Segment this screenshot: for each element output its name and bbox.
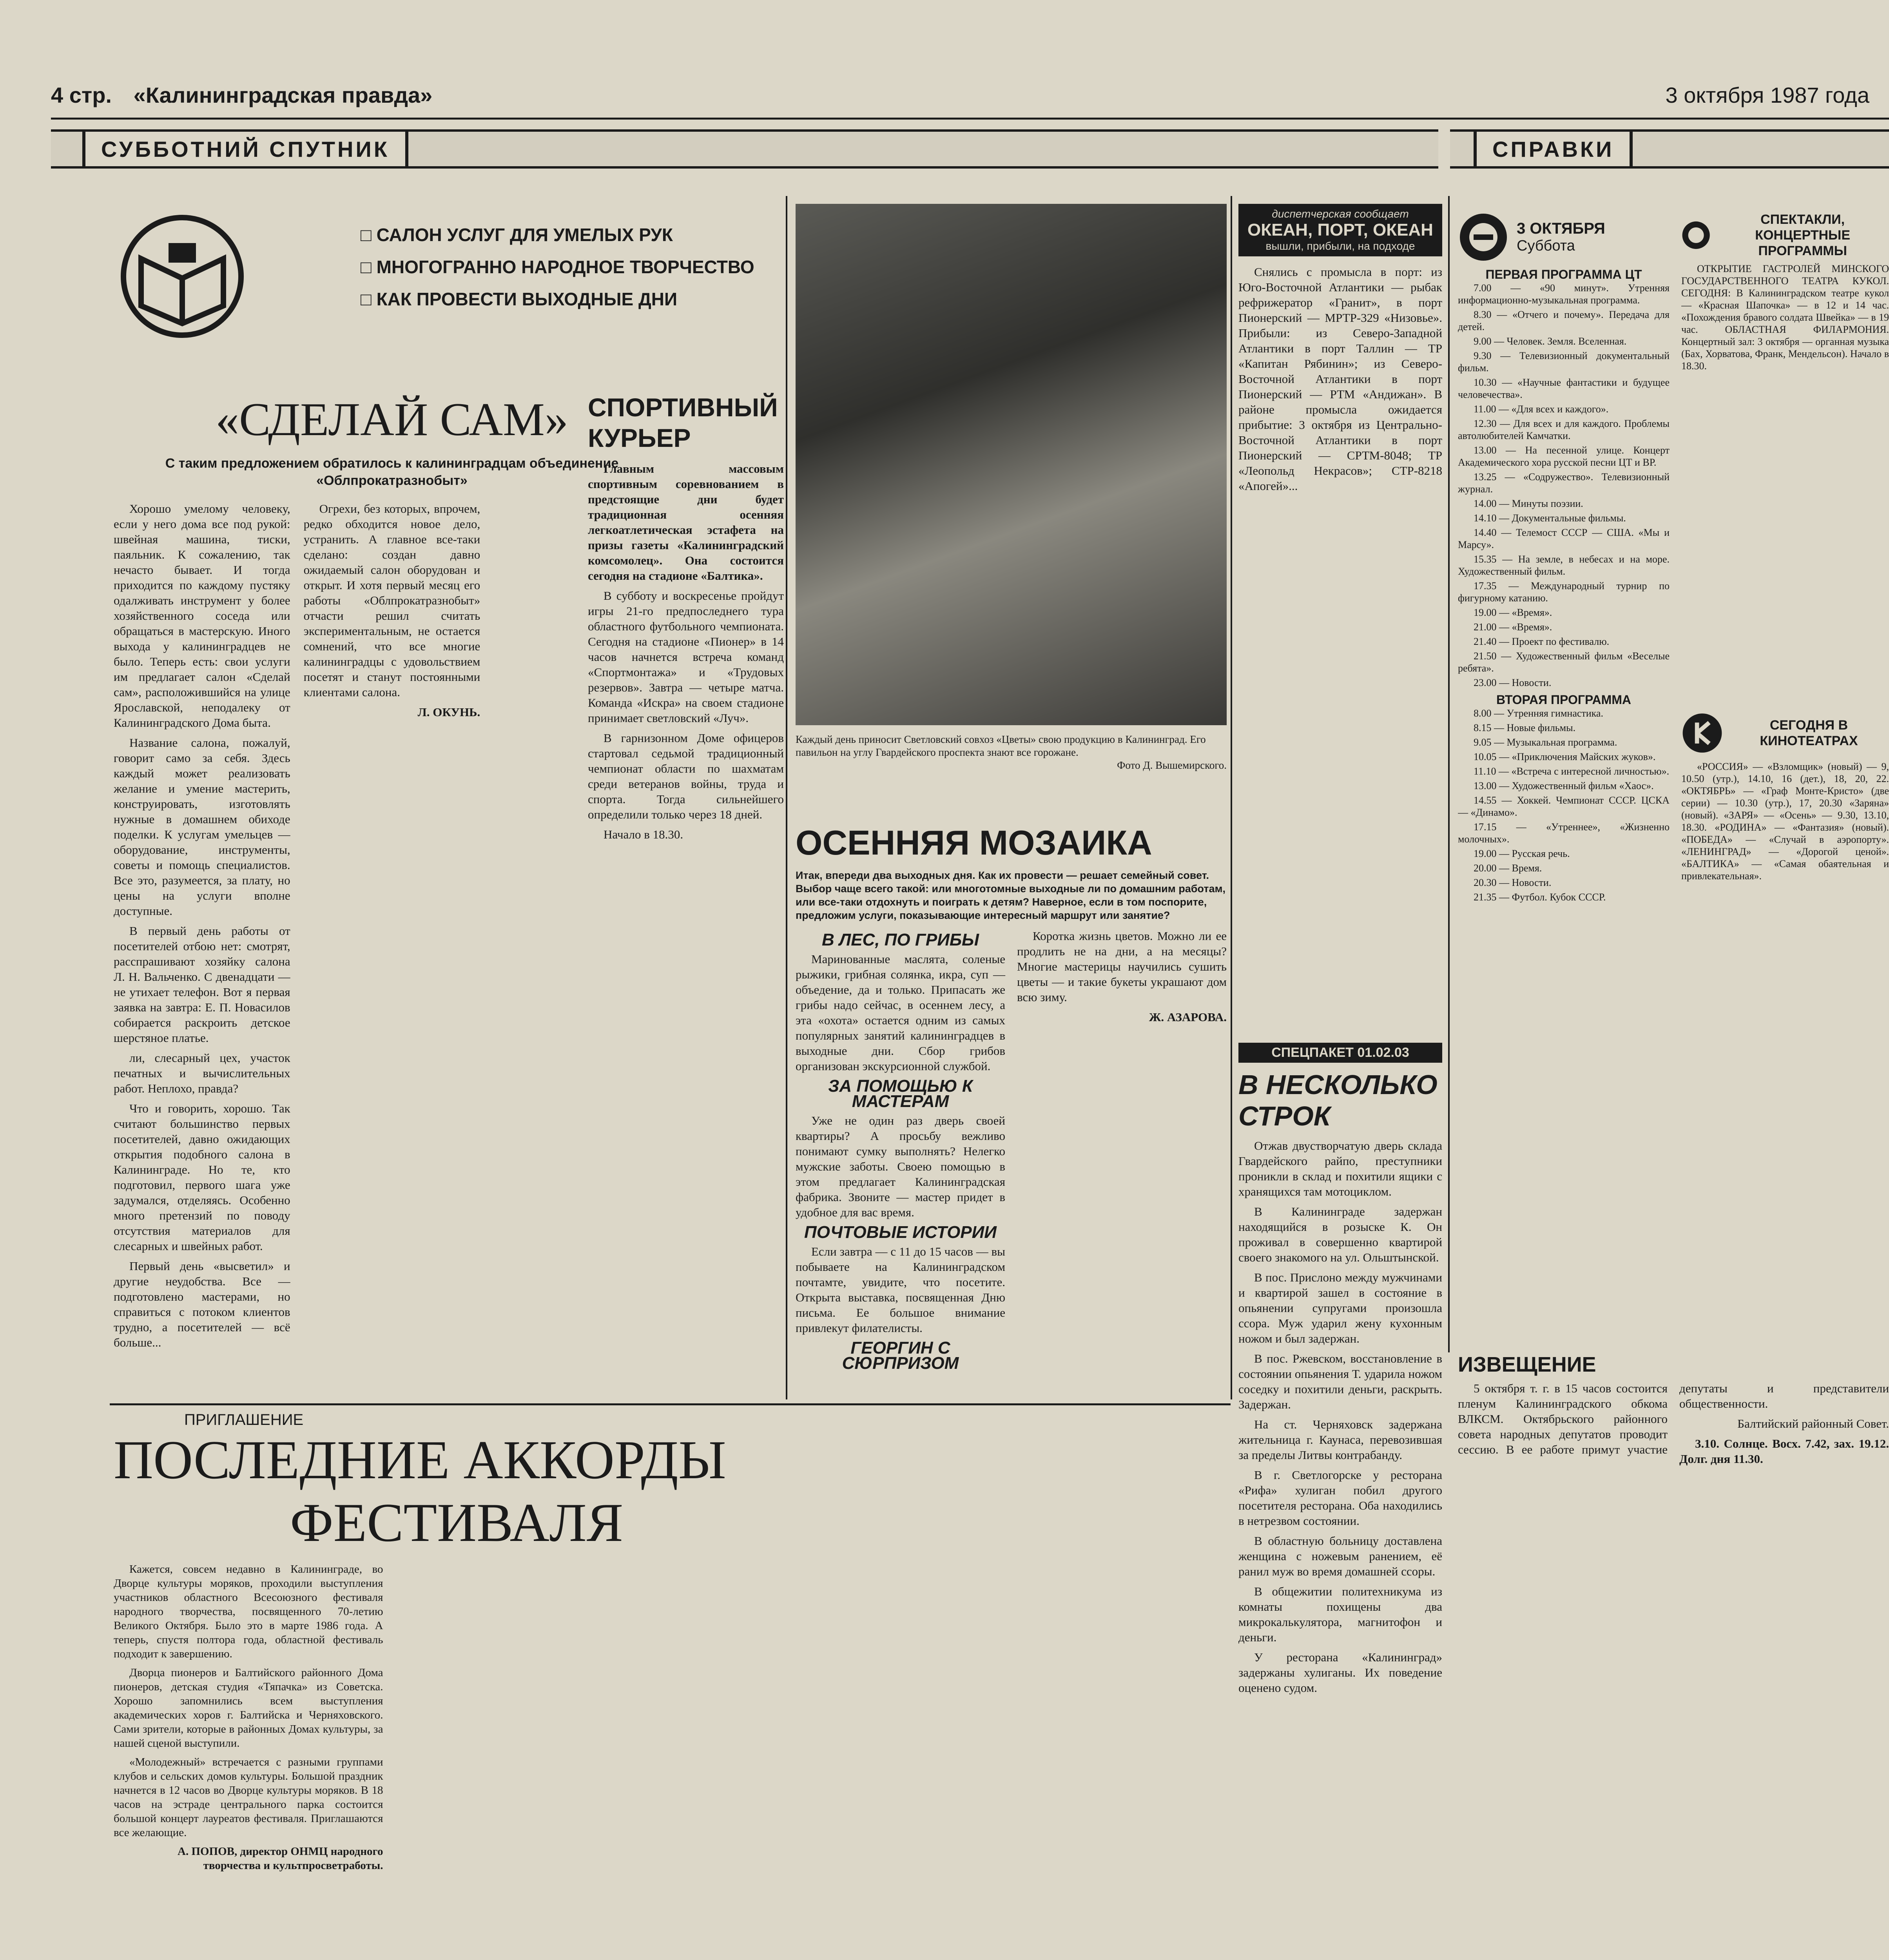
column-divider <box>1448 196 1450 1352</box>
brief-item: В Калининграде задержан находящийся в розыске К. Он проживал в совершенно квартирой своего знакомого на ул. Ольштынской. <box>1238 1205 1442 1264</box>
menu-item: □ САЛОН УСЛУГ ДЛЯ УМЕЛЫХ РУК <box>361 223 764 246</box>
column-divider <box>786 196 787 1399</box>
cinema-text: «РОССИЯ» — «Взломщик» (новый) — 9, 10.50 (утр.), 14.10, 16 (дет.), 18, 20, 22. «ОКТЯБРЬ» — «Граф Монте-Кристо» (две серии) — 10.30 (утр.), 17, 20.30 «Заряна» (новый). «ЗАРЯ» — «Осень» — 9.30, 13.10, 18.30. «РОДИНА» — «Фантазия» (новый). «ПОБЕДА» — «Случай в аэропорту». «ЛЕНИНГРАД» — «Дорогой ценой». «БАЛТИКА» — «Самая обаятельная и привлекательная». <box>1681 761 1889 882</box>
paragraph: Хорошо умелому человеку, если у него дома все под рукой: швейная машина, тиски, паяльник. К сожалению, так нечасто бывает. И тогда приходится по каждому пустяку одалживать инструмент у более хозяйственного соседа или обращаться в мастерскую. Иного выхода у калининградцев не было. Теперь есть: свои услуги им предлагает салон «Сделай сам», расположившийся на улице Ярославской, неподалеку от Калининградского Дома быта. <box>114 502 290 730</box>
photo-credit: Фото Д. Вышемирского. <box>1117 759 1227 771</box>
tv-entry: 8.30 — «Отчего и почему». Передача для детей. <box>1458 309 1670 332</box>
tv-entry: 15.35 — На земле, в небесах и на море. Художественный фильм. <box>1458 554 1670 577</box>
tv-entry: 21.50 — Художественный фильм «Веселые ребята». <box>1458 650 1670 674</box>
cinema-logo-icon <box>1681 710 1723 757</box>
book-emblem-icon <box>118 212 247 341</box>
paragraph: Огрехи, без которых, впрочем, редко обходится новое дело, устранить. А главное все-таки сделано: создан давно ожидаемый салон оборудован и открыт. И хотя первый месяц его работы «Облпрокатразнобыт» отчасти решил считать экспериментальным, не остается сомнений, что все многие калининградцы с удовольствием посетят и станут постоянными клиентами салона. <box>303 502 480 699</box>
section-band-saturday <box>51 129 1438 169</box>
paper-name: «Калининградская правда» <box>133 83 433 107</box>
section-title: СУББОТНИЙ СПУТНИК <box>82 132 408 166</box>
paragraph: В субботу и воскресенье пройдут игры 21-го предпоследнего тура областного футбольного чемпионата. Сегодня на стадионе «Пионер» в 14 часов начнется встреча команд «Спортмонтажа» и «Трудовых резервов». Завтра — четыре матча. Команда «Искра» на своем стадионе принимает светловский «Луч». <box>588 589 784 725</box>
paragraph: Главным массовым спортивным соревнованием в предстоящие дни будет традиционная осенняя легкоатлетическая эстафета на призы газеты «Калининградский комсомолец». Она состоится сегодня на стадионе «Балтика». <box>588 462 784 583</box>
tv-schedule <box>1458 212 1670 1348</box>
tv-entry: 8.00 — Утренняя гимнастика. <box>1474 708 1603 719</box>
menu-item: □ КАК ПРОВЕСТИ ВЫХОДНЫЕ ДНИ <box>361 288 764 310</box>
page-header <box>51 82 1869 118</box>
article-title: «СДЕЛАЙ САМ» <box>216 393 568 445</box>
tv-entry: 14.10 — Документальные фильмы. <box>1474 512 1626 524</box>
subhead: В ЛЕС, ПО ГРИБЫ <box>821 930 979 949</box>
page-number: 4 стр. <box>51 83 112 107</box>
tv-entry: 23.00 — Новости. <box>1474 677 1552 688</box>
ocean-dispatch <box>1238 204 1442 1047</box>
mosaic-title: ОСЕННЯЯ МОЗАИКА <box>796 823 1152 862</box>
sports-title: СПОРТИВНЫЙ КУРЬЕР <box>588 393 778 452</box>
tv-entry: 7.00 — «90 минут». Утренняя информационно-музыкальная программа. <box>1458 282 1670 306</box>
tv-entry: 19.00 — «Время». <box>1474 607 1552 618</box>
issue-date: 3 октября 1987 года <box>1665 83 1869 107</box>
tv-entry: 11.00 — «Для всех и каждого». <box>1474 403 1609 415</box>
brief-item: У ресторана «Калининград» задержаны хулиганы. Их поведение оценено судом. <box>1238 1650 1442 1695</box>
tv-entry: 10.30 — «Научные фантастики и будущее человечества». <box>1458 377 1670 400</box>
brief-item: В г. Светлогорске у ресторана «Рифа» хулиган побил другого посетителя ресторана. Оба находились в нетрезвом состоянии. <box>1238 1468 1442 1528</box>
tv-entry: 21.00 — «Время». <box>1474 621 1552 633</box>
ocean-title: ОКЕАН, ПОРТ, ОКЕАН <box>1247 220 1433 240</box>
briefs-kicker: СПЕЦПАКЕТ 01.02.03 <box>1238 1043 1442 1063</box>
tv-entry: 20.30 — Новости. <box>1474 877 1552 888</box>
paragraph: Уже не один раз дверь своей квартиры? А просьбу вежливо понимают сумку выполнять? Нелегко мужские заботы. Своею помощью в этом предлагает Калининградская фабрика. Звоните — мастер придет в удобное для вас время. <box>796 1114 1005 1219</box>
tv-entry: 13.00 — Художественный фильм «Хаос». <box>1474 780 1654 791</box>
photo-caption: Каждый день приносит Светловский совхоз «Цветы» свою продукцию в Калининград. Его павильон на углу Гвардейского проспекта знают все горожане. Фото Д. Вышемирского. <box>796 733 1227 771</box>
news-photo <box>796 204 1227 725</box>
signature: А. ПОПОВ, директор ОНМЦ народного творчества и культпросветработы. <box>178 1845 383 1872</box>
paragraph: В первый день работы от посетителей отбою нет: смотрят, расспрашивают хозяйку салона Л. Н. Вальченко. С двенадцати — не утихает телефон. Вот я первая заявка на завтра: Е. П. Новасилов собирается раскроить детское шерстяное платье. <box>114 924 290 1045</box>
tv-logo-icon <box>1458 212 1509 263</box>
sports-courier <box>588 392 784 1396</box>
program-heading: ВТОРАЯ ПРОГРАММА <box>1496 693 1632 707</box>
tv-entry: 10.05 — «Приключения Майских жуков». <box>1474 751 1656 762</box>
theatre-text: ОТКРЫТИЕ ГАСТРОЛЕЙ МИНСКОГО ГОСУДАРСТВЕННОГО ТЕАТРА КУКОЛ. СЕГОДНЯ: В Калининградском театре кукол — «Красная Шапочка» — в 12 и 14 час. «Похождения бравого солдата Швейка» — в 19 час. ОБЛАСТНАЯ ФИЛАРМОНИЯ. Концертный зал: 3 октября — органная музыка (Бах, Хорватова, Франк, Мендельсон). Начало в 18.30. <box>1681 263 1889 372</box>
brief-item: В пос. Прислоно между мужчинами и квартирой зашел в состояние в опьянении супругами произошла ссора. Муж ударил жену кухонным ножом и был задержан. <box>1238 1270 1442 1345</box>
paragraph: Начало в 18.30. <box>604 828 683 841</box>
mosaic-lead: Итак, впереди два выходных дня. Как их провести — решает семейный совет. Выбор чаще всего такой: или многотомные выходные ли по домашним работам, или все-таки отдохнуть и поиграть к детям? Наверное, если в том поспорите, предложим услуги, показывающие интересный маршрут или занятие? <box>796 869 1225 921</box>
tv-entry: 21.40 — Проект по фестивалю. <box>1474 636 1610 647</box>
paragraph: Снялись с промысла в порт: из Юго-Восточной Атлантики — рыбак рефрижератор «Гранит», в порт Пионерский — МРТР-329 «Низовье». Прибыли: из Северо-Западной Атлантики в порт Таллин — ТР «Капитан Рябинин»; из Северо-Восточной Атлантики в порт Пионерский — РТМ «Андижан». В районе промысла ожидается прибытие: 3 октября из Центрально-Восточной Атлантики в порт Пионерский — СРТМ-8048; ТР «Леопольд Некрасов»; СТР-8218 «Апогей»... <box>1238 265 1442 493</box>
theatre-logo-icon <box>1681 212 1711 259</box>
tv-entry: 8.15 — Новые фильмы. <box>1474 722 1576 733</box>
article-lead: С таким предложением обратилось к калининградцам объединение «Облпрокатразнобыт» <box>165 456 619 488</box>
notice-signature: Балтийский районный Совет. <box>1737 1417 1889 1430</box>
briefs-title: В НЕСКОЛЬКО СТРОК <box>1238 1069 1438 1131</box>
tv-entry: 11.10 — «Встреча с интересной личностью». <box>1474 766 1670 777</box>
tv-entry: 9.30 — Телевизионный документальный фильм. <box>1458 350 1670 374</box>
notice-heading: ИЗВЕЩЕНИЕ <box>1458 1353 1596 1376</box>
paragraph: Название салона, пожалуй, говорит само за себя. Здесь каждый может реализовать желание и умение мастерить, конструировать, изготовлять нужные в домашнем обиходе поделки. К услугам умельцев — оборудование, инструменты, советы и помощь специалистов. Все это, разумеется, за плату, но цены на услуги вполне доступные. <box>114 736 290 918</box>
festival-article <box>114 1411 1227 1960</box>
header-rule <box>51 118 1889 120</box>
subhead: ПОЧТОВЫЕ ИСТОРИИ <box>804 1223 997 1242</box>
notice-block <box>1458 1352 1889 1725</box>
tv-entry: 9.05 — Музыкальная программа. <box>1474 737 1617 748</box>
cinema-heading: СЕГОДНЯ В КИНОТЕАТРАХ <box>1760 718 1858 748</box>
section-band-info <box>1450 129 1889 169</box>
section-title-info: СПРАВКИ <box>1474 132 1633 166</box>
signature: Л. ОКУНЬ. <box>417 705 480 719</box>
feature-menu-box <box>118 204 764 376</box>
tv-entry: 9.00 — Человек. Земля. Вселенная. <box>1474 336 1627 347</box>
signature: Ж. АЗАРОВА. <box>1149 1010 1227 1024</box>
tv-entry: 17.15 — «Утреннее», «Жизненно молочных». <box>1458 821 1670 845</box>
tv-entry: 12.30 — Для всех и для каждого. Проблемы автолюбителей Камчатки. <box>1458 418 1670 441</box>
tv-entry: 19.00 — Русская речь. <box>1474 848 1570 859</box>
tv-entry: 21.35 — Футбол. Кубок СССР. <box>1474 891 1606 903</box>
crime-briefs <box>1238 1043 1442 1960</box>
feature-menu <box>361 223 764 320</box>
paragraph: Маринованные маслята, соленые рыжики, грибная солянка, икра, суп — объедение, да и только. Припасать же грибы надо сейчас, в осеннем лесу, а эта «охота» остается одним из самых популярных занятий калининградцев в выходные дни. Сбор грибов организован экскурсионной службой. <box>796 952 1005 1073</box>
theatre-column <box>1681 212 1889 1348</box>
paragraph: Первый день «высветил» и другие неудобства. Все — подготовлено мастерами, но справиться с потоком клиентов трудно, а посетителей — всё больше... <box>114 1259 290 1349</box>
brief-item: Отжав двустворчатую дверь склада Гвардейского райпо, преступники проникли в склад и похитили ящики с хранящихся там мотоциклом. <box>1238 1139 1442 1198</box>
festival-title-1: ПОСЛЕДНИЕ АККОРДЫ <box>114 1430 726 1490</box>
paragraph: «Молодежный» встречается с разными группами клубов и сельских домов культуры. Большой праздник начнется в 12 часов во Дворце культуры моряков. В 18 часов на эстраде центрального парка состоится большой концерт лауреатов фестиваля. Приглашаются все желающие. <box>114 1756 383 1839</box>
theatre-heading: СПЕКТАКЛИ, КОНЦЕРТНЫЕ ПРОГРАММЫ <box>1755 212 1850 258</box>
festival-kicker: ПРИГЛАШЕНИЕ <box>184 1411 304 1428</box>
menu-item: □ МНОГОГРАННО НАРОДНОЕ ТВОРЧЕСТВО <box>361 256 764 278</box>
paragraph: Коротка жизнь цветов. Можно ли ее продлить не на дни, а на месяцы? Многие мастерицы научились сушить цветы — и такие букеты украшают дом всю зиму. <box>1017 929 1227 1004</box>
notice-text: 5 октября т. г. в 15 часов состоится пленум Калининградского обкома ВЛКСМ. Октябрьского районного совета народных депутатов проводит сессию. В ее работе примут участие депутаты и представители общественности. <box>1458 1381 1889 1456</box>
program-heading: ПЕРВАЯ ПРОГРАММА ЦТ <box>1485 267 1642 281</box>
brief-item: В пос. Ржевском, восстановление в состоянии опьянения Т. ударила ножом соседку и похитили деньги, раскрыть. Задержан. <box>1238 1352 1442 1411</box>
subhead: ЗА ПОМОЩЬЮ К МАСТЕРАМ <box>828 1076 973 1111</box>
ocean-header <box>1238 204 1442 256</box>
paragraph: Дворца пионеров и Балтийского районного Дома пионеров, детская студия «Тяпачка» из Советска. Хорошо запомнились всем выступления академических хоров г. Балтийска и Черняховского. Сами зрители, которые в районных Домах культуры, за нашей сценой выступили. <box>114 1666 383 1749</box>
article-sdelay-sam <box>114 392 670 1396</box>
paragraph: Что и говорить, хорошо. Так считают большинство первых посетителей, давно ожидающих открытия подобного салона в Калининграде. Но те, кто подготовил, первого шага уже задумался, отделяясь. Особенно много претензий по поводу отсутствия материалов для слесарных и швейных работ. <box>114 1102 290 1253</box>
tv-entry: 17.35 — Международный турнир по фигурному катанию. <box>1458 580 1670 604</box>
ocean-sub: вышли, прибыли, на подходе <box>1265 240 1415 252</box>
column-divider <box>1231 196 1232 1399</box>
festival-title-2: ФЕСТИВАЛЯ <box>290 1492 624 1553</box>
tv-entry: 14.00 — Минуты поэзии. <box>1474 498 1583 509</box>
brief-item: В общежитии политехникума из комнаты похищены два микрокалькулятора, магнитофон и деньги. <box>1238 1584 1442 1644</box>
paragraph: Кажется, совсем недавно в Калининграде, во Дворце культуры моряков, проходили выступления участников областного Всесоюзного фестиваля народного творчества, посвященного 70-летию Великого Октября. Было это в марте 1986 года. А теперь, спустя полтора года, областной фестиваль подходит к завершению. <box>114 1563 383 1660</box>
tv-entry: 20.00 — Время. <box>1474 862 1542 874</box>
tv-entry: 13.00 — На песенной улице. Концерт Академического хора русской песни ЦТ и ВР. <box>1458 445 1670 468</box>
ocean-kicker: диспетчерская сообщает <box>1272 208 1409 220</box>
paragraph: В гарнизонном Доме офицеров стартовал седьмой традиционный чемпионат области по шахматам среди ветеранов войны, труда и спорта. Тогда сильнейшего определили только через 18 дней. <box>588 731 784 821</box>
autumn-mosaic <box>796 823 1227 1403</box>
section-rule <box>110 1403 1231 1405</box>
tv-entry: 14.55 — Хоккей. Чемпионат СССР. ЦСКА — «Динамо». <box>1458 795 1670 818</box>
paragraph: ли, слесарный цех, участок печатных и вычислительных работ. Неплохо, правда? <box>114 1051 290 1095</box>
paragraph: Если завтра — с 11 до 15 часов — вы побываете на Калининградском почтамте, увидите, что посетите. Открыта выставка, посвященная Дню письма. Ее большое внимание привлекут филателисты. <box>796 1245 1005 1335</box>
tv-date: 3 ОКТЯБРЯ <box>1517 220 1605 237</box>
brief-item: На ст. Черняховск задержана жительница г. Каунаса, перевозившая за пределы Литвы контрабанду. <box>1238 1417 1442 1462</box>
brief-item: В областную больницу доставлена женщина с ножевым ранением, её ранил муж во время домашней ссоры. <box>1238 1534 1442 1578</box>
weather-line: 3.10. Солнце. Восх. 7.42, зах. 19.12. Долг. дня 11.30. <box>1679 1437 1889 1466</box>
tv-weekday: Суббота <box>1517 238 1575 254</box>
subhead: ГЕОРГИН С СЮРПРИЗОМ <box>842 1338 959 1373</box>
tv-entry: 13.25 — «Содружество». Телевизионный журнал. <box>1458 471 1670 495</box>
tv-entry: 14.40 — Телемост СССР — США. «Мы и Марсу». <box>1458 527 1670 550</box>
